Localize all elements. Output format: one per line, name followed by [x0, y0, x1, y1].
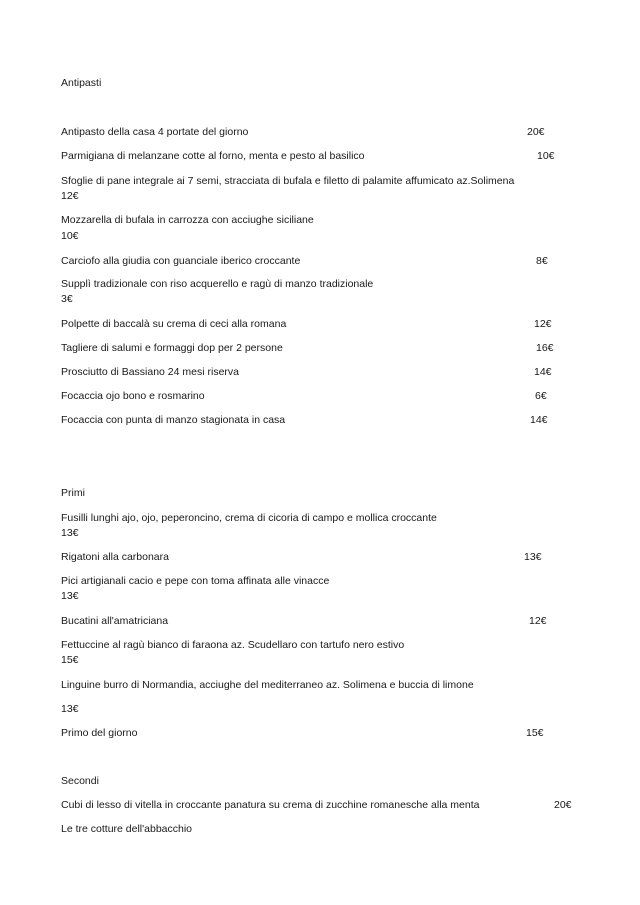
item-price: 13€	[61, 590, 79, 602]
item-price: 20€	[527, 126, 545, 138]
item-name: Sfoglie di pane integrale ai 7 semi, stracciata di bufala e filetto di palamite affumicato az.Solimena	[61, 175, 515, 187]
item-price: 12€	[534, 318, 552, 330]
item-name: Fettuccine al ragù bianco di faraona az. Scudellaro con tartufo nero estivo	[61, 639, 405, 651]
item-name: Supplì tradizionale con riso acquerello e ragù di manzo tradizionale	[61, 278, 374, 290]
item-price: 10€	[537, 150, 555, 162]
section-title-secondi: Secondi	[61, 775, 99, 787]
item-price: 14€	[530, 414, 548, 426]
item-price: 10€	[61, 230, 79, 242]
item-name: Primo del giorno	[61, 727, 138, 739]
item-price: 3€	[61, 293, 73, 305]
item-name: Focaccia ojo bono e rosmarino	[61, 390, 205, 402]
item-price: 14€	[534, 366, 552, 378]
item-price: 12€	[529, 615, 547, 627]
item-name: Prosciutto di Bassiano 24 mesi riserva	[61, 366, 239, 378]
item-name: Le tre cotture dell'abbacchio	[61, 823, 193, 835]
item-name: Mozzarella di bufala in carrozza con acciughe siciliane	[61, 214, 314, 226]
item-name: Fusilli lunghi ajo, ojo, peperoncino, crema di cicoria di campo e mollica croccante	[61, 512, 437, 524]
item-name: Pici artigianali cacio e pepe con toma affinata alle vinacce	[61, 575, 330, 587]
item-price: 20€	[554, 799, 572, 811]
item-price: 12€	[61, 190, 79, 202]
item-name: Parmigiana di melanzane cotte al forno, menta e pesto al basilico	[61, 150, 365, 162]
item-price: 13€	[61, 703, 79, 715]
item-name: Carciofo alla giudia con guanciale iberico croccante	[61, 255, 301, 267]
item-price: 15€	[526, 727, 544, 739]
item-price: 13€	[61, 527, 79, 539]
item-price: 15€	[61, 654, 79, 666]
item-name: Bucatini all'amatriciana	[61, 615, 169, 627]
item-name: Cubi di lesso di vitella in croccante panatura su crema di zucchine romanesche alla menta	[61, 799, 480, 811]
section-title-antipasti: Antipasti	[61, 77, 102, 89]
item-name: Focaccia con punta di manzo stagionata in casa	[61, 414, 286, 426]
item-price: 6€	[535, 390, 547, 402]
item-name: Polpette di baccalà su crema di ceci alla romana	[61, 318, 287, 330]
item-name: Rigatoni alla carbonara	[61, 551, 169, 563]
item-name: Antipasto della casa 4 portate del giorno	[61, 126, 249, 138]
item-name: Linguine burro di Normandia, acciughe del mediterraneo az. Solimena e buccia di limone	[61, 679, 474, 691]
section-title-primi: Primi	[61, 487, 85, 499]
item-price: 8€	[536, 255, 548, 267]
item-price: 16€	[536, 342, 554, 354]
item-price: 13€	[524, 551, 542, 563]
item-name: Tagliere di salumi e formaggi dop per 2 persone	[61, 342, 283, 354]
